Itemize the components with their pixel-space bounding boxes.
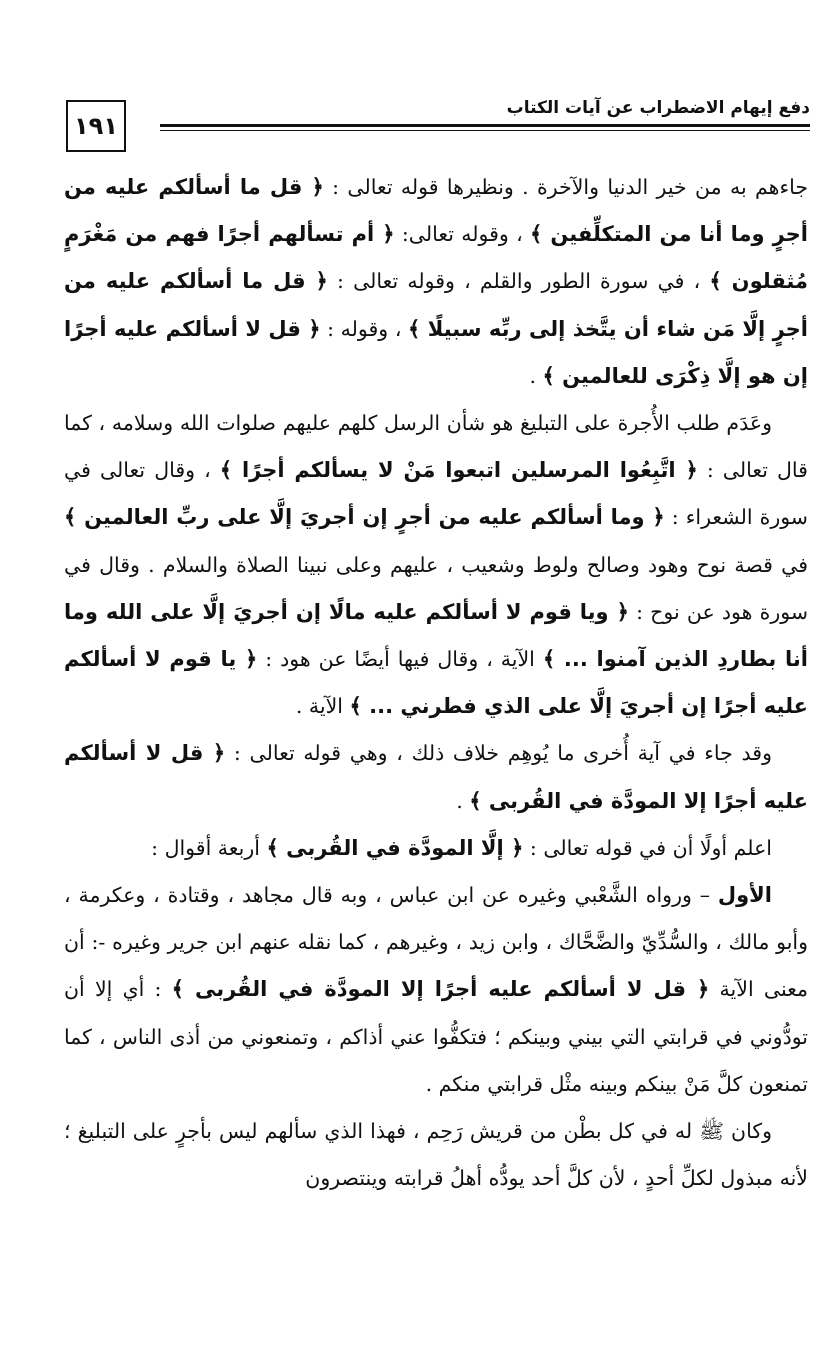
quran-quote: ﴿ يا قوم لا أسألكم عليه أجرًا إن أجريَ إلَّا على الذي فطرني ... ﴾ (64, 647, 808, 719)
text-segment: . (456, 788, 470, 813)
text-segment: . (529, 363, 543, 388)
quran-quote: ﴿ اتَّبِعُوا المرسلين اتبعوا مَنْ لا يسألكم أجرًا ﴾ (219, 458, 698, 483)
quran-quote: ﴿ قل لا أسألكم عليه أجرًا إن هو إلَّا ذِكْرَى للعالمين ﴾ (64, 316, 808, 388)
quran-quote: ﴿ وما أسألكم عليه من أجرٍ إن أجريَ إلَّا على ربِّ العالمين ﴾ (64, 505, 665, 530)
text-segment: في قصة نوح وهود وصالح ولوط وشعيب ، عليهم وعلى نبينا الصلاة والسلام . وقال في سورة هود عن نوح : (64, 552, 809, 624)
paragraph-5 (64, 872, 808, 1108)
paragraph-6 (64, 1108, 808, 1202)
paragraph-3 (64, 730, 808, 824)
text-segment: ﷺ (699, 1119, 724, 1144)
body-text (64, 164, 808, 1202)
text-segment: وكان (723, 1119, 772, 1144)
text-segment: أربعة أقوال : (151, 835, 267, 860)
quran-quote: ﴿ قل ما أسألكم عليه من أجرٍ إلَّا مَن شاء أن يتَّخذ إلى ربِّه سبيلًا ﴾ (64, 269, 808, 341)
quran-quote: ﴿ قل لا أسألكم عليه أجرًا إلا المودَّة في القُربى ﴾ (171, 977, 710, 1002)
quran-quote: ﴿ إلَّا المودَّة في القُربى ﴾ (266, 835, 524, 860)
header-rule-thin (160, 130, 810, 131)
page-number: ١٩١ (74, 112, 118, 140)
text-segment: جاءهم به من خير الدنيا والآخرة . ونظيرها قوله تعالى : (323, 175, 808, 199)
quran-quote: ﴿ أم تسألهم أجرًا فهم من مَغْرَمٍ مُثقلون ﴾ (64, 222, 809, 294)
page-number-box (66, 100, 126, 152)
text-segment: الآية ، وقال فيها أيضًا عن هود : (257, 647, 543, 672)
text-segment: ، وقوله تعالى: (394, 222, 530, 247)
text-segment: : أي إلا أن تودُّوني في قرابتي التي بيني وبينكم ؛ فتكفُّوا عني أذاكم ، وتمنعوني من أذى الناس ، كما تمنعون كلَّ مَنْ بينكم وبينه مثْل قرابتي منكم . (64, 977, 808, 1096)
quran-quote: ﴿ قل ما أسألكم عليه من أجرٍ وما أنا من المتكلِّفين ﴾ (64, 175, 808, 247)
text-segment: الآية . (295, 694, 350, 719)
text-segment: – ورواه الشَّعْبي وغيره عن ابن عباس ، وبه قال مجاهد ، وقتادة ، وعكرمة ، وأبو مالك ، والسُّدِّيّ والضَّحَّاك ، وابن زيد ، وغيرهم ، كما نقله عنهم ابن جرير وغيره -: أن معنى الآية (64, 883, 808, 1002)
text-segment: له في كل بطْن من قريش رَحِم ، فهذا الذي سألهم ليس بأجرٍ على التبليغ ؛ لأنه مبذول لكلِّ أحدٍ ، لأن كلَّ أحد يودُّه أهلُ قرابته وينتصرون (64, 1119, 808, 1191)
text-segment: وعَدَم طلب الأُجرة على التبليغ هو شأن الرسل كلهم عليهم صلوات الله وسلامه ، كما قال تعالى : (64, 411, 808, 483)
text-segment: ، وقوله : (320, 316, 409, 341)
quran-quote: ﴿ ويا قوم لا أسألكم عليه مالًا إن أجريَ إلَّا على الله وما أنا بطاردِ الذين آمنوا ... ﴾ (64, 599, 808, 672)
text-segment: ، وقال تعالى في سورة الشعراء : (64, 458, 808, 530)
quran-quote: الأول (717, 883, 772, 908)
quran-quote: ﴿ قل لا أسألكم عليه أجرًا إلا المودَّة في القُربى ﴾ (64, 741, 808, 813)
paragraph-4 (64, 825, 808, 872)
paragraph-1 (64, 164, 808, 400)
running-title: دفع إيهام الاضطراب عن آيات الكتاب (506, 98, 810, 118)
header-rule-thick (160, 124, 810, 127)
text-segment: ، في سورة الطور والقلم ، وقوله تعالى : (327, 269, 710, 294)
paragraph-2 (64, 400, 808, 730)
text-segment: اعلم أولًا أن في قوله تعالى : (523, 835, 772, 860)
text-segment: وقد جاء في آية أُخرى ما يُوهِم خلاف ذلك ، وهي قوله تعالى : (225, 741, 772, 766)
